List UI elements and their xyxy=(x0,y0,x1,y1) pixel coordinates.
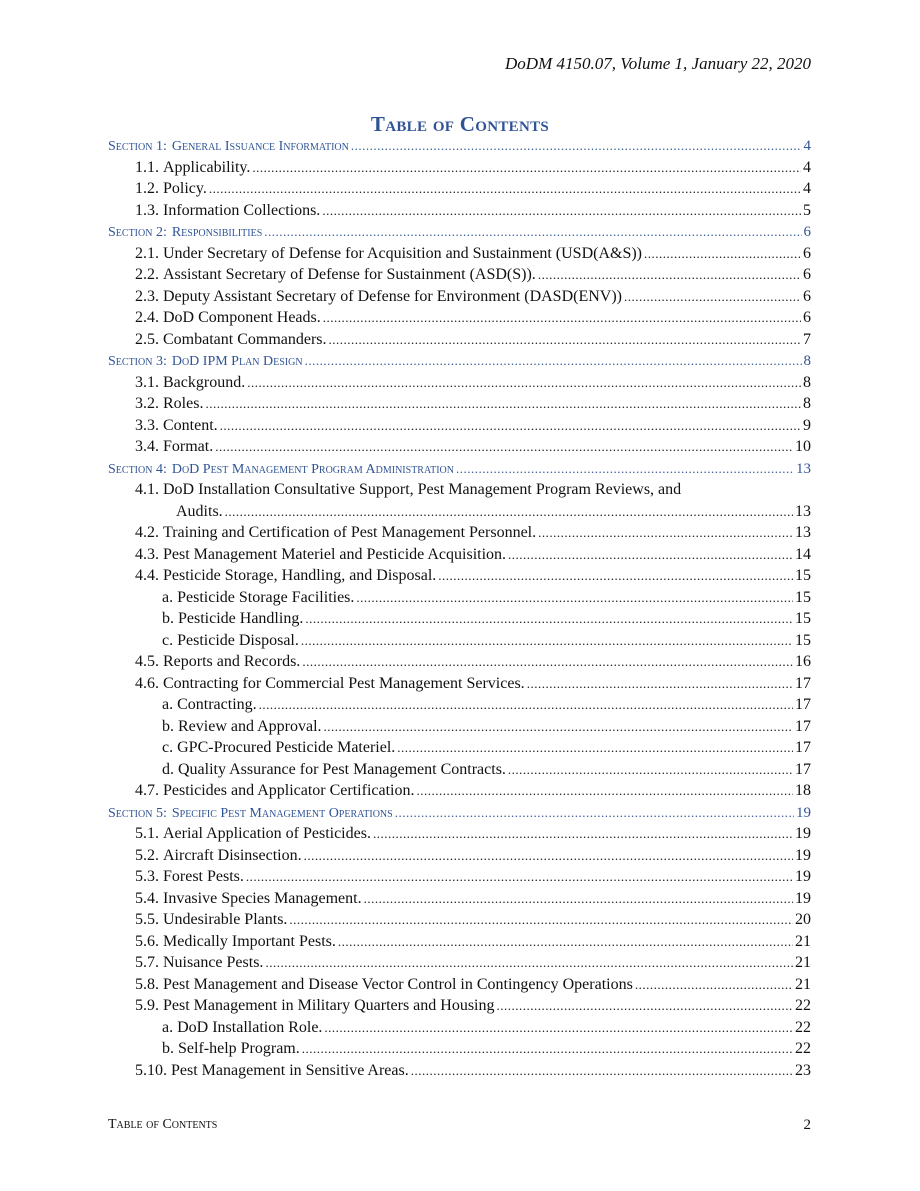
toc-entry-title: Pesticide Handling. xyxy=(178,610,304,627)
toc-entry-number: 5.2. xyxy=(135,846,159,864)
dot-leader xyxy=(304,845,793,867)
toc-entry-title: Content. xyxy=(163,416,218,434)
toc-entry[interactable] xyxy=(108,995,811,1017)
dot-leader xyxy=(411,1060,793,1082)
toc-entry-number: c. xyxy=(162,631,174,649)
toc-entry-title: Self-help Program. xyxy=(178,1040,300,1057)
footer-label: Table of Contents xyxy=(108,1117,218,1132)
toc-entry-number: 4.3. xyxy=(135,545,159,563)
toc-entry[interactable] xyxy=(108,436,811,458)
toc-entry-number: 3.4. xyxy=(135,438,159,455)
toc-entry-title: Review and Approval. xyxy=(178,717,322,735)
toc-entry-title: Quality Assurance for Pest Management Contracts. xyxy=(178,760,506,778)
toc-entry[interactable] xyxy=(108,630,811,652)
dot-leader xyxy=(220,415,801,437)
toc-entry-title: Specific Pest Management Operations xyxy=(171,805,393,821)
toc-entry-page: 10 xyxy=(795,438,811,455)
dot-leader xyxy=(323,307,801,329)
toc-entry-number: Section 3: xyxy=(108,354,167,369)
toc-entry-number: 4.4. xyxy=(135,567,159,584)
toc-entry-title: Pest Management and Disease Vector Control in Contingency Operations xyxy=(163,975,633,993)
toc-entry-number: 3.3. xyxy=(135,416,159,434)
dot-leader xyxy=(215,436,793,458)
toc-entry[interactable] xyxy=(108,1038,811,1060)
toc-entry-title: Medically Important Pests. xyxy=(163,932,336,950)
dot-leader xyxy=(438,565,793,587)
toc-entry-number: 1.1. xyxy=(135,158,159,176)
toc-entry[interactable] xyxy=(108,479,811,501)
toc-entry-title: Policy. xyxy=(163,180,207,197)
toc-entry-number: b. xyxy=(162,717,174,735)
toc-entry-page: 18 xyxy=(795,782,811,799)
dot-leader xyxy=(364,888,793,910)
toc-entry-number: b. xyxy=(162,1040,174,1057)
toc-entry-page: 23 xyxy=(795,1061,811,1079)
toc-entry[interactable] xyxy=(108,673,811,695)
toc-entry-number: 5.6. xyxy=(135,932,159,950)
toc-entry-number: b. xyxy=(162,610,174,627)
toc-entry[interactable] xyxy=(108,974,811,996)
dot-leader xyxy=(351,135,802,158)
toc-entry-number: d. xyxy=(162,760,174,778)
dot-leader xyxy=(289,909,793,931)
toc-entry-page: 21 xyxy=(795,975,811,993)
dot-leader xyxy=(265,952,793,974)
toc-entry[interactable] xyxy=(108,1017,811,1039)
toc-entry-title: Pesticide Storage, Handling, and Disposal. xyxy=(163,567,437,584)
toc-entry-number: 2.4. xyxy=(135,309,159,326)
dot-leader xyxy=(302,1038,793,1060)
toc-entry-title: General Issuance Information xyxy=(171,139,349,154)
toc-entry[interactable] xyxy=(108,243,811,265)
toc-entry-title: Background. xyxy=(163,373,246,391)
toc-entry-title: DoD Installation Role. xyxy=(177,1018,323,1036)
dot-leader xyxy=(305,608,793,630)
dot-leader xyxy=(322,200,801,222)
toc-entry-page: 15 xyxy=(795,588,811,606)
toc-entry-page: 17 xyxy=(795,739,811,756)
dot-leader xyxy=(624,286,801,308)
toc-entry-title: Combatant Commanders. xyxy=(163,330,327,348)
toc-entry-number: Section 1: xyxy=(108,139,167,154)
dot-leader xyxy=(324,716,793,738)
toc-entry-page: 6 xyxy=(803,287,811,305)
toc-entry-page: 16 xyxy=(795,653,811,670)
toc-entry-page: 13 xyxy=(795,502,811,520)
dot-leader xyxy=(302,651,793,673)
toc-entry-number: 4.5. xyxy=(135,653,159,670)
toc-entry-title: Assistant Secretary of Defense for Sustainment (ASD(S)). xyxy=(163,266,536,283)
toc-entry-number: 2.1. xyxy=(135,244,159,262)
toc-entry-number: 4.7. xyxy=(135,782,159,799)
toc-entry-number: 3.1. xyxy=(135,373,159,391)
toc-section-entry[interactable] xyxy=(108,221,811,243)
dot-leader xyxy=(301,630,793,652)
toc-entry[interactable] xyxy=(108,845,811,867)
toc-entry-page: 8 xyxy=(803,353,811,369)
dot-leader xyxy=(356,587,793,609)
toc-entry-page: 17 xyxy=(795,760,811,778)
toc-entry-number: 5.7. xyxy=(135,954,159,971)
dot-leader xyxy=(338,931,793,953)
toc-entry-title: Responsibilities xyxy=(171,225,263,240)
toc-entry-title: Training and Certification of Pest Management Personnel. xyxy=(163,524,537,541)
toc-entry-title: DoD IPM Plan Design xyxy=(171,354,303,369)
toc-section-entry[interactable] xyxy=(108,458,811,480)
toc-entry-title: DoD Installation Consultative Support, Pest Management Program Reviews, and xyxy=(163,481,682,498)
toc-entry-page: 19 xyxy=(796,804,811,821)
toc-entry-number: a. xyxy=(162,588,174,606)
toc-entry-page: 19 xyxy=(795,825,811,842)
toc-entry-number: a. xyxy=(162,1018,174,1036)
toc-entry-page: 7 xyxy=(803,330,811,348)
toc-entry-page: 15 xyxy=(795,631,811,649)
page-number: 2 xyxy=(803,1117,811,1133)
toc-entry-number: 2.3. xyxy=(135,287,159,305)
toc-entry-page: 22 xyxy=(795,1040,811,1057)
toc-entry-number: 1.3. xyxy=(135,201,159,219)
toc-section-entry[interactable] xyxy=(108,350,811,372)
dot-leader xyxy=(538,264,801,286)
toc-entry-page: 17 xyxy=(795,717,811,735)
running-head: DoDM 4150.07, Volume 1, January 22, 2020 xyxy=(505,54,811,73)
toc-entry[interactable] xyxy=(108,694,811,716)
toc-entry[interactable] xyxy=(108,522,811,544)
toc-entry-page: 21 xyxy=(795,954,811,971)
toc-entry-number: 5.10. xyxy=(135,1061,167,1079)
toc-entry-number: 2.2. xyxy=(135,266,159,283)
toc-entry-page: 6 xyxy=(803,309,811,326)
toc-entry-number: 3.2. xyxy=(135,395,159,412)
toc-entry-title: Aerial Application of Pesticides. xyxy=(163,825,371,842)
toc-entry-page: 4 xyxy=(803,138,811,154)
toc-entry-number: 4.6. xyxy=(135,674,159,692)
toc-entry[interactable] xyxy=(108,372,811,394)
toc-entry-title: Format. xyxy=(163,438,214,455)
toc-entry[interactable] xyxy=(108,307,811,329)
toc-entry-page: 17 xyxy=(795,674,811,692)
toc-title: Table of Contents xyxy=(370,112,550,136)
toc-entry-page: 8 xyxy=(803,395,811,412)
dot-leader xyxy=(329,329,801,351)
dot-leader xyxy=(247,372,801,394)
toc-entry-title: Pest Management Materiel and Pesticide Acquisition. xyxy=(163,545,507,563)
toc-entry[interactable] xyxy=(108,651,811,673)
toc-entry[interactable] xyxy=(108,759,811,781)
toc-entry-page: 17 xyxy=(795,696,811,713)
toc-entry-title: Deputy Assistant Secretary of Defense for Environment (DASD(ENV)) xyxy=(163,287,622,305)
toc-entry-number: 5.9. xyxy=(135,997,159,1014)
dot-leader xyxy=(508,544,793,566)
toc-entry-title: Pest Management in Sensitive Areas. xyxy=(171,1061,409,1079)
toc-entry-page: 5 xyxy=(803,201,811,219)
toc-entry[interactable] xyxy=(108,931,811,953)
dot-leader xyxy=(644,243,801,265)
dot-leader xyxy=(527,673,793,695)
dot-leader xyxy=(397,737,793,759)
toc-entry-number: a. xyxy=(162,696,174,713)
toc-entry-title: DoD Pest Management Program Administration xyxy=(171,461,454,477)
dot-leader xyxy=(246,866,793,888)
toc-entry-number: 4.1. xyxy=(135,481,159,498)
toc-entry-title: Pest Management in Military Quarters and Housing xyxy=(163,997,495,1014)
dot-leader xyxy=(225,501,793,523)
toc-entry-title: Under Secretary of Defense for Acquisition and Sustainment (USD(A&S)) xyxy=(163,244,642,262)
toc-entry-page: 19 xyxy=(795,868,811,885)
toc-entry-title: Applicability. xyxy=(163,158,251,176)
toc-entry-number: 1.2. xyxy=(135,180,159,197)
dot-leader xyxy=(497,995,794,1017)
toc-entry-number: Section 5: xyxy=(108,805,167,821)
toc-entry[interactable] xyxy=(108,866,811,888)
toc-entry[interactable] xyxy=(108,823,811,845)
toc-entry-page: 21 xyxy=(795,932,811,950)
toc-entry-title: Pesticides and Applicator Certification. xyxy=(163,782,415,799)
toc-entry-page: 4 xyxy=(803,158,811,176)
toc-entry-page: 15 xyxy=(795,567,811,584)
toc-entry-title: DoD Component Heads. xyxy=(163,309,321,326)
toc-entry-title: Audits. xyxy=(176,502,223,520)
toc-entry-page: 6 xyxy=(803,244,811,262)
toc-entry-title: Contracting. xyxy=(177,696,257,713)
toc-entry-number: 5.5. xyxy=(135,911,159,928)
toc-entry-page: 19 xyxy=(795,889,811,907)
dot-leader xyxy=(252,157,801,179)
toc-entry-title: Forest Pests. xyxy=(163,868,244,885)
toc-entry-number: 2.5. xyxy=(135,330,159,348)
toc-section-entry[interactable] xyxy=(108,135,811,157)
toc-entry[interactable] xyxy=(108,716,811,738)
toc-entry[interactable] xyxy=(108,1060,811,1082)
toc-entry[interactable] xyxy=(108,329,811,351)
dot-leader xyxy=(259,694,793,716)
toc-entry-page: 13 xyxy=(796,460,811,477)
dot-leader xyxy=(635,974,793,996)
dot-leader xyxy=(324,1017,793,1039)
toc-entry-page: 20 xyxy=(795,911,811,928)
toc-entry-title: Nuisance Pests. xyxy=(163,954,264,971)
dot-leader xyxy=(395,802,794,825)
toc-entry[interactable] xyxy=(108,393,811,415)
toc-entry-title: Reports and Records. xyxy=(163,653,301,670)
toc-entry-page: 19 xyxy=(795,846,811,864)
toc-entry-title: Information Collections. xyxy=(163,201,321,219)
toc-entry-page: 9 xyxy=(803,416,811,434)
toc-entry[interactable] xyxy=(108,200,811,222)
toc-entry-number: 4.2. xyxy=(135,524,159,541)
toc-entry-title: Pesticide Storage Facilities. xyxy=(177,588,355,606)
dot-leader xyxy=(205,393,801,415)
toc-entry-title: Pesticide Disposal. xyxy=(177,631,299,649)
page-footer xyxy=(108,1117,811,1134)
toc-entry-number: Section 4: xyxy=(108,461,167,477)
toc-entry-number: c. xyxy=(162,739,174,756)
toc-section-entry[interactable] xyxy=(108,802,811,824)
toc-entry[interactable] xyxy=(108,157,811,179)
toc-entry-number: 5.1. xyxy=(135,825,159,842)
toc-entry-title: GPC-Procured Pesticide Materiel. xyxy=(177,739,396,756)
toc-entry[interactable] xyxy=(108,608,811,630)
toc-entry-number: Section 2: xyxy=(108,225,167,240)
toc-entry[interactable] xyxy=(108,909,811,931)
table-of-contents xyxy=(108,135,811,1081)
dot-leader xyxy=(264,221,801,244)
toc-entry[interactable] xyxy=(108,544,811,566)
toc-entry-page: 22 xyxy=(795,997,811,1014)
dot-leader xyxy=(209,178,801,200)
toc-entry[interactable] xyxy=(108,264,811,286)
toc-entry-number: 5.3. xyxy=(135,868,159,885)
toc-entry[interactable] xyxy=(108,415,811,437)
toc-entry-title: Contracting for Commercial Pest Management Services. xyxy=(163,674,525,692)
toc-entry-page: 8 xyxy=(803,373,811,391)
toc-entry-page: 4 xyxy=(803,180,811,197)
toc-entry-title: Roles. xyxy=(163,395,204,412)
toc-entry[interactable] xyxy=(108,178,811,200)
toc-entry-page: 6 xyxy=(803,224,811,240)
dot-leader xyxy=(305,350,802,373)
toc-entry-number: 5.4. xyxy=(135,889,159,907)
toc-entry[interactable] xyxy=(108,587,811,609)
toc-entry-page: 15 xyxy=(795,610,811,627)
toc-entry[interactable] xyxy=(108,780,811,802)
toc-entry-page: 6 xyxy=(803,266,811,283)
toc-entry-page: 14 xyxy=(795,545,811,563)
toc-entry-title: Undesirable Plants. xyxy=(163,911,288,928)
toc-entry-number: 5.8. xyxy=(135,975,159,993)
dot-leader xyxy=(508,759,793,781)
toc-entry[interactable] xyxy=(108,888,811,910)
toc-entry[interactable] xyxy=(108,501,811,523)
toc-entry-title: Aircraft Disinsection. xyxy=(163,846,302,864)
toc-entry-title: Invasive Species Management. xyxy=(163,889,362,907)
toc-entry[interactable] xyxy=(108,737,811,759)
toc-entry[interactable] xyxy=(108,952,811,974)
dot-leader xyxy=(538,522,793,544)
toc-entry-page: 22 xyxy=(795,1018,811,1036)
toc-entry-page: 13 xyxy=(795,524,811,541)
dot-leader xyxy=(373,823,793,845)
toc-entry[interactable] xyxy=(108,286,811,308)
dot-leader xyxy=(456,458,794,481)
toc-entry[interactable] xyxy=(108,565,811,587)
dot-leader xyxy=(417,780,794,802)
